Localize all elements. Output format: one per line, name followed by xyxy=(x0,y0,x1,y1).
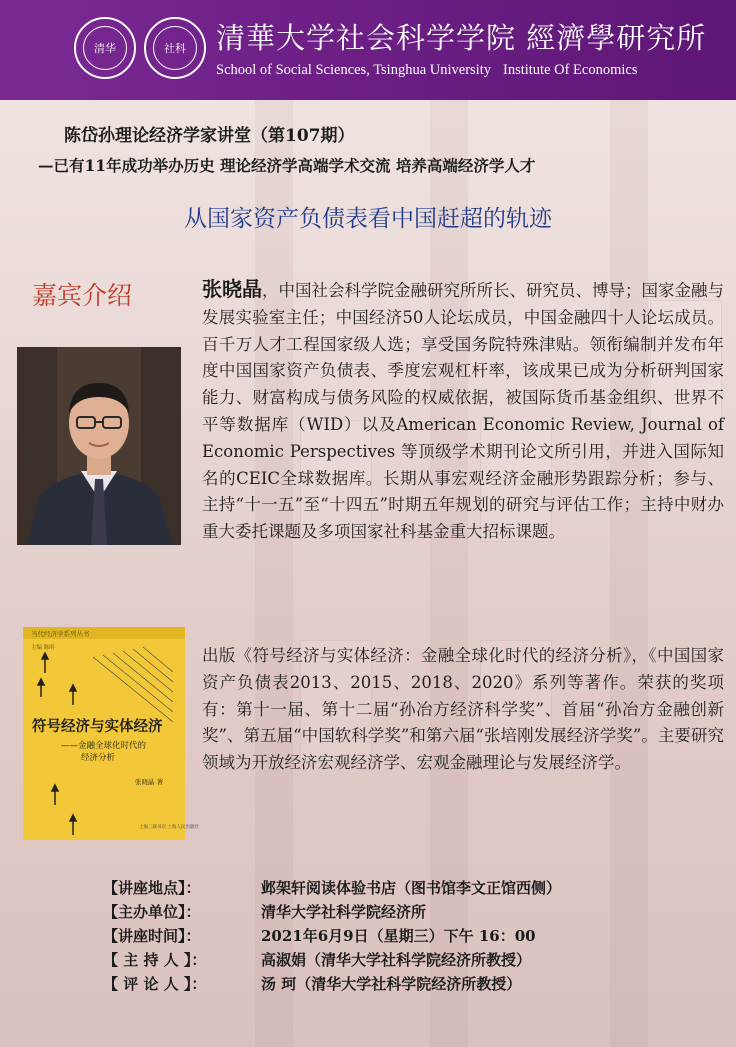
tsinghua-logo xyxy=(74,17,136,79)
tsinghua-logo-text: 清华 xyxy=(83,26,127,70)
info-row-commentator xyxy=(103,972,561,996)
speaker-portrait xyxy=(17,347,181,545)
speaker-name: 张晓晶 xyxy=(202,277,262,301)
info-value: 清华大学社科学院经济所 xyxy=(261,903,427,921)
lecture-title: 从国家资产负债表看中国赶超的轨迹 xyxy=(184,206,552,232)
info-value: 邺架轩阅读体验书店（图书馆李文正馆西侧） xyxy=(261,879,562,897)
info-label: 【 主 持 人 】： xyxy=(103,951,207,969)
header-subtitle xyxy=(216,62,638,79)
social-sciences-logo-text: 社科 xyxy=(153,26,197,70)
book-subtitle-line1: ——金融全球化时代的 xyxy=(61,741,147,751)
header-title: 清華大学社会科学学院 經濟學研究所 xyxy=(216,21,707,55)
speaker-bio xyxy=(202,276,724,546)
social-sciences-logo xyxy=(144,17,206,79)
book-series-label: 当代经济学系列丛书 xyxy=(31,630,90,638)
speaker-publications: 出版《符号经济与实体经济：金融全球化时代的经济分析》，《中国国家资产负债表2013、2015、2018、2020》系列等著作。荣获的奖项有：第十一届、第十二届“孙冶方经济科学奖”、首届“孙冶方金融创新奖”、第五届“中国软科学奖”和第六届“张培刚发展经济学奖”。主要研究领域为开放经济宏观经济学、宏观金融理论与发展经济学。 xyxy=(202,646,724,773)
info-value: 汤 珂（清华大学社科学院经济所教授） xyxy=(261,975,522,993)
book-publisher: 上海三联书店 上海人民出版社 xyxy=(139,825,199,830)
book-title: 符号经济与实体经济 xyxy=(32,719,163,735)
info-value: 高淑娟（清华大学社科学院经济所教授） xyxy=(261,951,532,969)
header-subtitle-school: School of Social Sciences, Tsinghua University xyxy=(216,62,491,78)
info-row-host xyxy=(103,948,561,972)
event-info xyxy=(103,876,561,996)
info-label: 【主办单位】： xyxy=(103,903,201,921)
info-label: 【讲座时间】： xyxy=(103,927,201,945)
info-value: 2021年6月9日（星期三）下午 16：00 xyxy=(261,927,536,945)
series-title: 陈岱孙理论经济学家讲堂（第107期） xyxy=(64,126,355,146)
info-label: 【 评 论 人 】： xyxy=(103,975,207,993)
info-row-venue xyxy=(103,876,561,900)
header-banner xyxy=(0,0,736,100)
section-label: 嘉宾介绍 xyxy=(32,281,133,310)
tagline: —已有11年成功举办历史 理论经济学高端学术交流 培养高端经济学人才 xyxy=(38,156,536,175)
speaker-photo xyxy=(17,347,181,545)
info-row-time xyxy=(103,924,561,948)
book-cover xyxy=(23,627,199,840)
book-editor: 主编 陈昕 xyxy=(31,645,55,651)
header-subtitle-institute: Institute Of Economics xyxy=(502,62,638,78)
speaker-bio-text: ，中国社会科学院金融研究所所长、研究员、博导；国家金融与发展实验室主任；中国经济50人论坛成员，中国金融四十人论坛成员。百千万人才工程国家级人选；享受国务院特殊津贴。领衔编制并发布年度中国国家资产负债表、季度宏观杠杆率，该成果已成为分析研判国家能力、财富构成与债务风险的权威依据，被国际货币基金组织、世界不平等数据库（WID）以及American Economic Review, Journal of Economic Perspectives 等顶级学术期刊论文所引用，并进入国际知名的CEIC全球数据库。长期从事宏观经济金融形势跟踪分析；参与、主持“十一五”至“十四五”时期五年规划的研究与评估工作；主持中财办重大委托课题及多项国家社科基金重大招标课题。 xyxy=(202,281,724,542)
book-cover-art xyxy=(23,627,199,840)
book-author: 张晓晶 著 xyxy=(135,778,164,786)
book-subtitle-line2: 经济分析 xyxy=(81,753,116,763)
info-row-organizer xyxy=(103,900,561,924)
info-label: 【讲座地点】： xyxy=(103,879,201,897)
background-column xyxy=(610,100,648,1047)
